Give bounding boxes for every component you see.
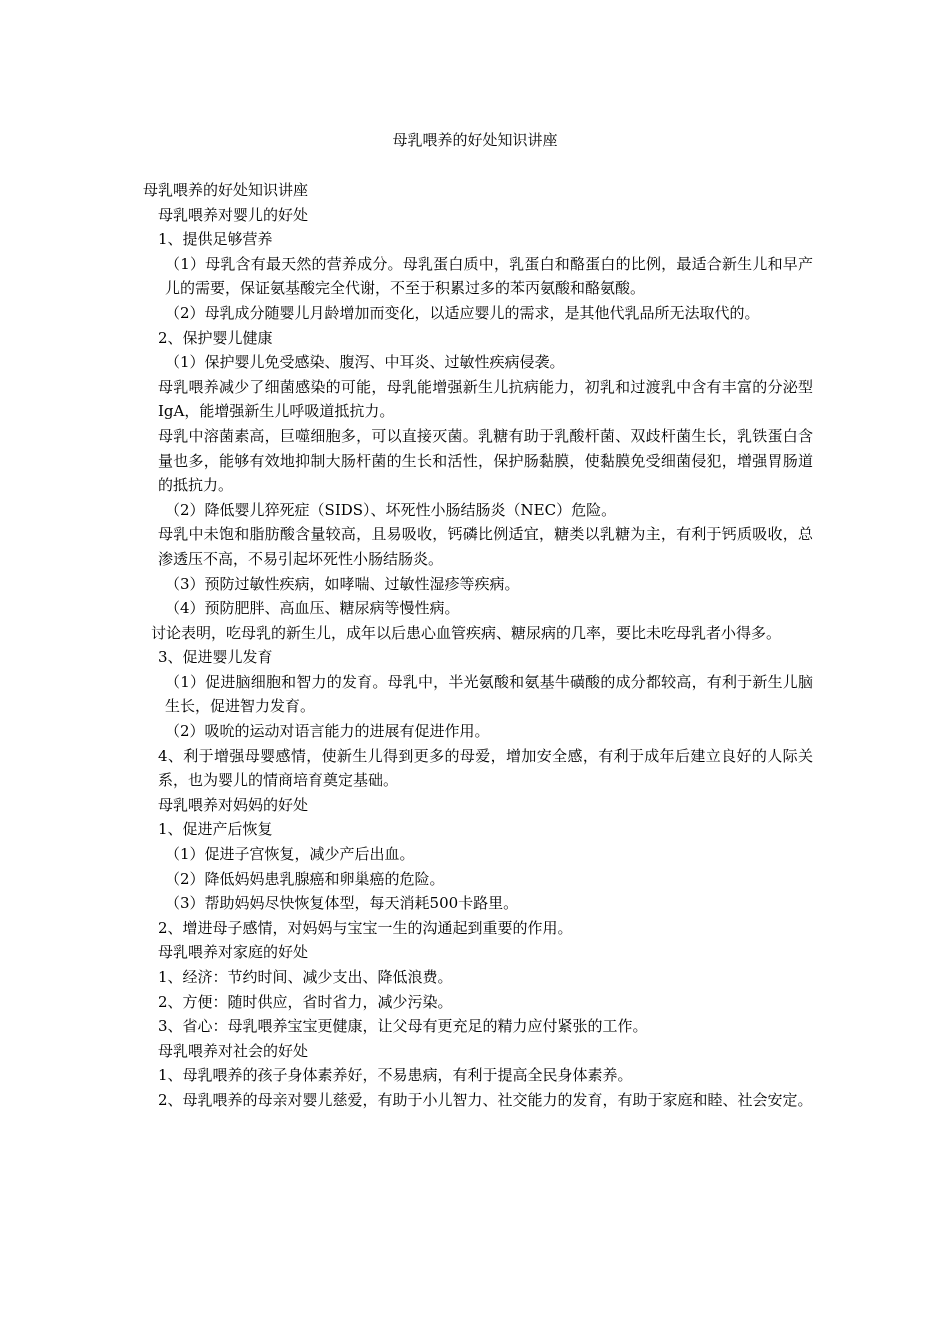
paragraph: （4）预防肥胖、高血压、糖尿病等慢性病。 xyxy=(165,599,460,618)
paragraph: （1）促进子宫恢复，减少产后出血。 xyxy=(165,845,415,864)
paragraph: 1、母乳喂养的孩子身体素养好，不易患病，有利于提高全民身体素养。 xyxy=(158,1066,633,1085)
paragraph: 母乳中未饱和脂肪酸含量较高，且易吸收，钙磷比例适宜，糖类以乳糖为主，有利于钙质吸收，总渗透压不高，不易引起坏死性小肠结肠炎。 xyxy=(158,525,813,568)
document-body xyxy=(143,178,813,1113)
paragraph: 2、增进母子感情，对妈妈与宝宝一生的沟通起到重要的作用。 xyxy=(158,918,573,937)
section-heading: 母乳喂养对妈妈的好处 xyxy=(158,795,309,814)
paragraph: 2、方便：随时供应，省时省力，减少污染。 xyxy=(158,992,453,1011)
paragraph: 母乳喂养的好处知识讲座 xyxy=(143,181,309,199)
document-title: 母乳喂养的好处知识讲座 xyxy=(392,131,558,149)
paragraph: （3）帮助妈妈尽快恢复体型，每天消耗500卡路里。 xyxy=(165,894,519,913)
section-heading: 母乳喂养对家庭的好处 xyxy=(158,943,309,962)
paragraph: （3）预防过敏性疾病，如哮喘、过敏性湿疹等疾病。 xyxy=(165,574,520,593)
subheading: 1、促进产后恢复 xyxy=(158,820,273,839)
paragraph: （2）母乳成分随婴儿月龄增加而变化，以适应婴儿的需求，是其他代乳品所无法取代的。 xyxy=(165,303,760,322)
subheading: 2、保护婴儿健康 xyxy=(158,328,273,347)
paragraph: 母乳中溶菌素高，巨噬细胞多，可以直接灭菌。乳糖有助于乳酸杆菌、双歧杆菌生长，乳铁蛋白含量也多，能够有效地抑制大肠杆菌的生长和活性，保护肠黏膜，使黏膜免受细菌侵犯，增强胃肠道的抵抗力。 xyxy=(158,426,813,495)
section-heading: 母乳喂养对社会的好处 xyxy=(158,1041,309,1060)
paragraph: 4、利于增强母婴感情，使新生儿得到更多的母爱，增加安全感，有利于成年后建立良好的人际关系，也为婴儿的情商培育奠定基础。 xyxy=(158,746,813,790)
paragraph: 3、省心：母乳喂养宝宝更健康，让父母有更充足的精力应付紧张的工作。 xyxy=(158,1017,648,1036)
paragraph: 母乳喂养减少了细菌感染的可能，母乳能增强新生儿抗病能力，初乳和过渡乳中含有丰富的分泌型IgA，能增强新生儿呼吸道抵抗力。 xyxy=(158,377,813,421)
paragraph: （2）吸吮的运动对语言能力的进展有促进作用。 xyxy=(165,722,490,741)
paragraph: （2）降低妈妈患乳腺癌和卵巢癌的危险。 xyxy=(165,869,445,888)
paragraph: （1）保护婴儿免受感染、腹泻、中耳炎、过敏性疾病侵袭。 xyxy=(165,353,565,372)
paragraph: （2）降低婴儿猝死症（SIDS）、坏死性小肠结肠炎（NEC）危险。 xyxy=(165,500,617,519)
subheading: 3、促进婴儿发育 xyxy=(158,648,273,667)
paragraph: （1）促进脑细胞和智力的发育。母乳中，半光氨酸和氨基牛磺酸的成分都较高，有利于新生儿脑生长，促进智力发育。 xyxy=(165,672,813,716)
paragraph: 1、经济：节约时间、减少支出、降低浪费。 xyxy=(158,968,453,986)
section-heading: 母乳喂养对婴儿的好处 xyxy=(158,205,309,224)
paragraph: 2、母乳喂养的母亲对婴儿慈爱，有助于小儿智力、社交能力的发育，有助于家庭和睦、社会安定。 xyxy=(158,1090,813,1109)
subheading: 1、提供足够营养 xyxy=(158,230,273,249)
paragraph: 讨论表明，吃母乳的新生儿，成年以后患心血管疾病、糖尿病的几率，要比未吃母乳者小得多。 xyxy=(151,623,782,642)
paragraph: （1）母乳含有最天然的营养成分。母乳蛋白质中，乳蛋白和酪蛋白的比例，最适合新生儿和早产儿的需要，保证氨基酸完全代谢，不至于积累过多的苯丙氨酸和酪氨酸。 xyxy=(165,254,813,298)
